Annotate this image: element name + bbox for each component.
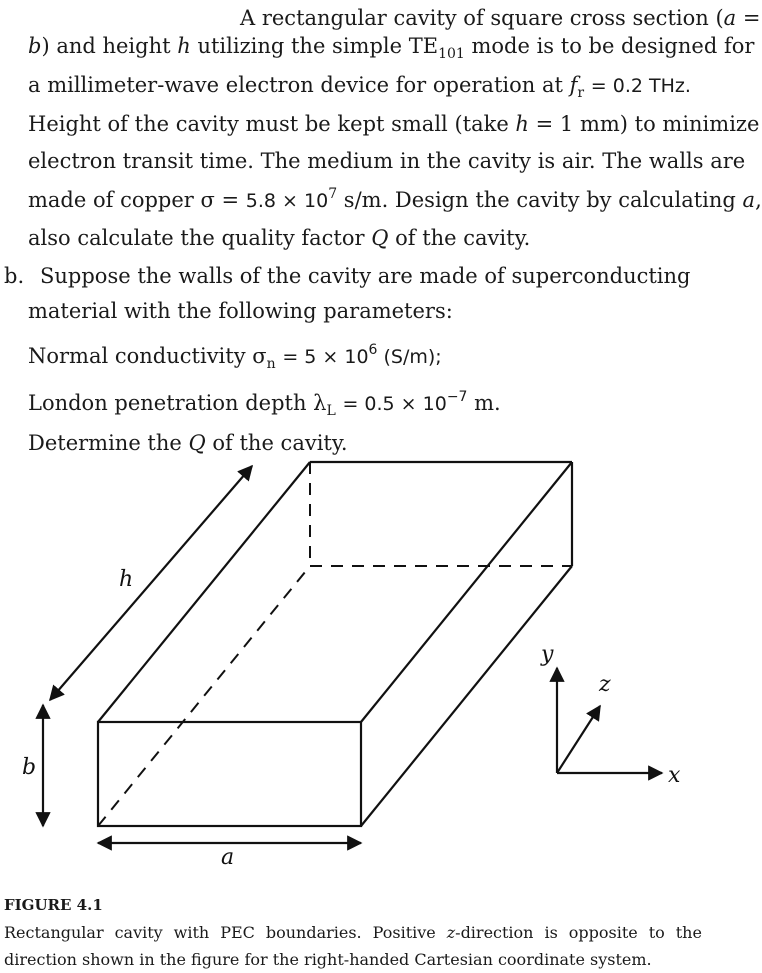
cavity-top-right-edge	[361, 462, 572, 722]
part-b-label: b.	[4, 264, 25, 288]
problem-line-11: London penetration depth $\lambda_L = 0.5 \times 10^{-7}$ m.	[28, 389, 501, 419]
label-a: a	[221, 845, 235, 870]
label-b: b	[22, 755, 37, 780]
problem-line-6: made of copper $\sigma = 5.8 \times 10^7$ s/m. Design the cavity by calculating a,	[28, 186, 762, 212]
label-x: x	[668, 763, 681, 788]
caption-line-1: Rectangular cavity with PEC boundaries. Positive z-direction is opposite to the	[4, 923, 702, 942]
problem-line-10: Normal conductivity $\sigma_n = 5 \times 10^6$ (S/m);	[28, 342, 442, 372]
problem-line-5: electron transit time. The medium in the cavity is air. The walls are	[28, 149, 746, 173]
figure-label: FIGURE 4.1	[4, 896, 103, 914]
caption-line-2: direction shown in the figure for the right-handed Cartesian coordinate system.	[4, 950, 652, 969]
label-z: z	[599, 672, 611, 697]
z-axis-arrow	[557, 706, 600, 773]
problem-line-12: Determine the Q of the cavity.	[28, 431, 348, 455]
problem-line-7: also calculate the quality factor Q of the cavity.	[28, 226, 531, 250]
problem-line-3: a millimeter-wave electron device for operation at $f_r = 0.2$ THz.	[28, 73, 691, 101]
problem-line-9: material with the following parameters:	[28, 299, 453, 323]
label-h: h	[119, 567, 134, 592]
cavity-front-face	[98, 722, 361, 826]
problem-line-1: A rectangular cavity of square cross section (a =	[240, 6, 761, 30]
dimension-h-arrow	[50, 466, 252, 700]
problem-line-4: Height of the cavity must be kept small (take h = 1 mm) to minimize	[28, 112, 760, 136]
label-y: y	[541, 642, 554, 667]
problem-line-8: Suppose the walls of the cavity are made of superconducting	[40, 264, 691, 288]
cavity-top-left-edge	[98, 462, 310, 722]
cavity-bottom-right-edge	[361, 566, 572, 826]
problem-line-2: b) and height h utilizing the simple $TE_{101}$ mode is to be designed for	[28, 34, 755, 62]
hidden-left-bottom-edge	[98, 566, 310, 826]
